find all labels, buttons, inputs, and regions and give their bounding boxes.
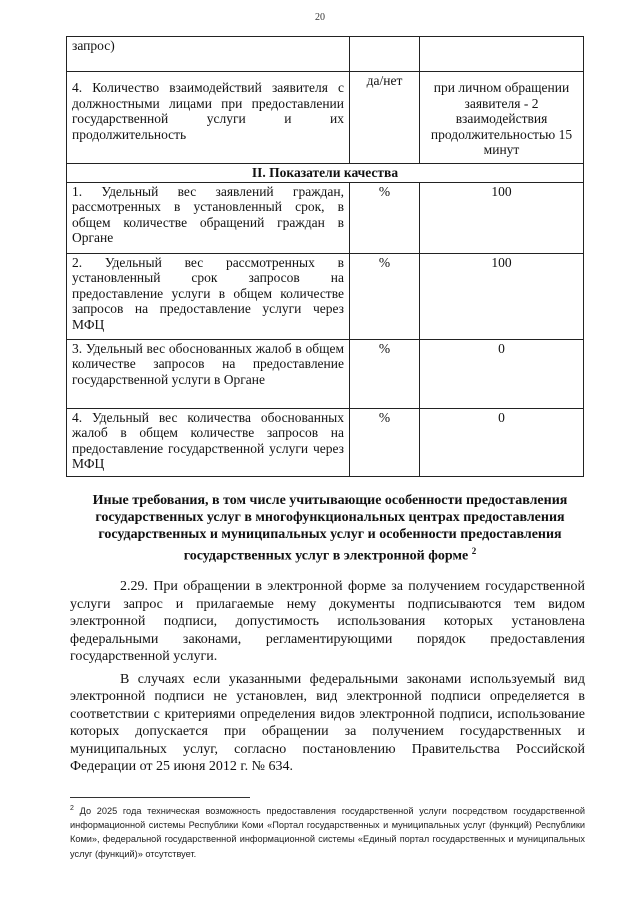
paragraph: В случаях если указанными федеральными законами используемый вид электронной подписи не установлен, вид электронной подписи определяется в соответствии с критериями определения видов электронной подписи, использование которых допускается при обращении за получением государственных и муниципальных услуг, согласно постановлению Правительства Российской Федерации от 25 июня 2012 г. № 634. bbox=[70, 671, 585, 774]
indicator-label: 4. Удельный вес количества обоснованных жалоб в общем количестве запросов на предоставление государственной услуги через МФЦ bbox=[67, 408, 350, 476]
quality-indicators-table bbox=[66, 36, 584, 477]
indicator-label: 4. Количество взаимодействий заявителя с должностными лицами при предоставлении государственной услуги и их продолжительность bbox=[67, 72, 350, 164]
indicator-value: при личном обращении заявителя - 2 взаимодействия продолжительностью 15 минут bbox=[420, 72, 584, 164]
indicator-value: 100 bbox=[420, 253, 584, 339]
table-row bbox=[67, 72, 584, 164]
footnote bbox=[70, 802, 585, 861]
indicator-unit: % bbox=[350, 408, 420, 476]
table-row bbox=[67, 339, 584, 408]
indicator-label: запрос) bbox=[67, 37, 350, 72]
table-row bbox=[67, 408, 584, 476]
indicator-unit: % bbox=[350, 339, 420, 408]
indicator-value: 0 bbox=[420, 339, 584, 408]
indicator-unit: % bbox=[350, 182, 420, 253]
footnote-mark: 2 bbox=[70, 805, 74, 812]
indicator-label: 2. Удельный вес рассмотренных в установленный срок запросов на предоставление услуги в общем количестве запросов на предоставление услуги через МФЦ bbox=[67, 253, 350, 339]
page-number: 20 bbox=[315, 12, 325, 23]
indicator-value: 0 bbox=[420, 408, 584, 476]
indicator-value: 100 bbox=[420, 182, 584, 253]
indicator-value bbox=[420, 37, 584, 72]
indicator-unit bbox=[350, 37, 420, 72]
paragraph: 2.29. При обращении в электронной форме за получением государственной услуги запрос и прилагаемые нему документы подписываются тем видом электронной подписи, допустимость использования которых установлена федеральными законами, регламентирующими порядок предоставления государственной услуги. bbox=[70, 579, 585, 664]
indicator-label: 1. Удельный вес заявлений граждан, рассмотренных в установленный срок, в общем количестве обращений граждан в Органе bbox=[67, 182, 350, 253]
footnote-text: До 2025 года техническая возможность предоставления государственной услуги посредством государственной информационной системы Республики Коми «Портал государственных и муниципальных услуг (функций) Республики Коми», федеральной государственной информационной системы «Единый портал государственных и муниципальных услуг (функций)» отсутствует. bbox=[70, 806, 585, 859]
section-heading-text: Иные требования, в том числе учитывающие особенности предоставления государственных услуг в многофункциональных центрах предоставления государственных и муниципальных услуг и особенности предоставления государственных услуг в электронной форме bbox=[92, 493, 568, 564]
indicator-unit: % bbox=[350, 253, 420, 339]
table-row bbox=[67, 253, 584, 339]
body-text bbox=[70, 578, 585, 781]
indicator-label: 3. Удельный вес обоснованных жалоб в общем количестве запросов на предоставление государственной услуги в Органе bbox=[67, 339, 350, 408]
section-heading bbox=[70, 492, 590, 565]
footnote-reference: 2 bbox=[471, 546, 477, 556]
table-row bbox=[67, 37, 584, 72]
section-title: II. Показатели качества bbox=[67, 164, 584, 183]
footnote-separator bbox=[70, 797, 250, 798]
section-row bbox=[67, 164, 584, 183]
indicator-unit: да/нет bbox=[350, 72, 420, 164]
table-row bbox=[67, 182, 584, 253]
